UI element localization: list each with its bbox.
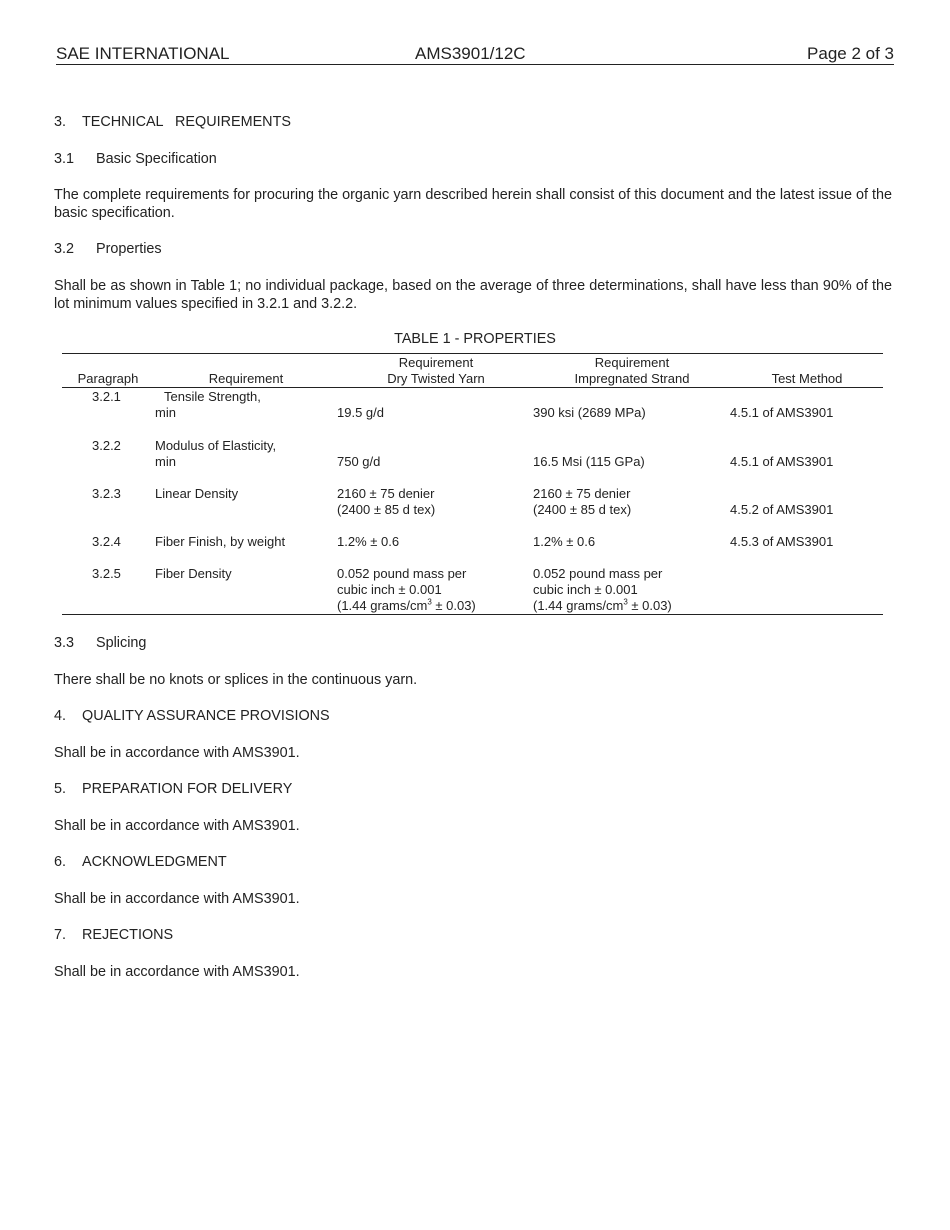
table-cell-impregnated: 16.5 Msi (115 GPa): [533, 454, 645, 469]
section-3-2-heading: 3.2 Properties: [54, 241, 162, 257]
section-3-2-body: Shall be as shown in Table 1; no individual package, based on the average of three determinations, shall have less than 90% of the lot minimum values specified in 3.2.1 and 3.2.2.: [54, 278, 892, 312]
table-cell-requirement-line2: min: [155, 405, 176, 420]
table-cell-dry: 19.5 g/d: [337, 405, 384, 420]
section-3-heading: 3. TECHNICAL REQUIREMENTS: [54, 114, 291, 130]
table-header-dry-bottom: Dry Twisted Yarn: [387, 371, 485, 386]
table-cell-impregnated: 1.2% ± 0.6: [533, 534, 596, 549]
table-cell-test-method: 4.5.3 of AMS3901: [730, 534, 834, 549]
table-header-dry-top: Requirement: [398, 355, 474, 370]
table-cell-dry-line3: (1.44 grams/$cm^3 \pm 0.03$): [337, 597, 476, 613]
table-cell-paragraph: 3.2.2: [92, 438, 121, 453]
section-6-body: Shall be in accordance with AMS3901.: [54, 891, 300, 907]
table-cell-requirement: Tensile Strength,: [164, 389, 261, 404]
table-cell-dry-line2: (2400 ± 85 d tex): [337, 502, 436, 517]
table-cell-requirement: Fiber Density: [155, 566, 232, 581]
section-4-heading: 4. QUALITY ASSURANCE PROVISIONS: [54, 708, 330, 724]
table-header-requirement: Requirement: [208, 371, 284, 386]
header-org: SAE INTERNATIONAL: [56, 44, 230, 63]
table-cell-requirement: Modulus of Elasticity,: [155, 438, 277, 453]
table-cell-paragraph: 3.2.5: [92, 566, 121, 581]
section-7-heading: 7. REJECTIONS: [54, 927, 174, 943]
section-5-body: Shall be in accordance with AMS3901.: [54, 818, 300, 834]
table-header-paragraph: Paragraph: [77, 371, 139, 386]
table-cell-impregnated: 390 ksi (2689 MPa): [533, 405, 646, 420]
table-header-imp-top: Requirement: [594, 355, 670, 370]
table-cell-dry: 2160 ± 75 denier: [337, 486, 435, 501]
table-cell-requirement-line2: min: [155, 454, 176, 469]
table-header-test-method: Test Method: [771, 371, 843, 386]
table-cell-impregnated-line2: cubic inch ± 0.001: [533, 582, 638, 597]
section-3-3-body: There shall be no knots or splices in the continuous yarn.: [54, 672, 418, 688]
table-cell-test-method: 4.5.1 of AMS3901: [730, 405, 834, 420]
header-doc-id: AMS3901/12C: [415, 44, 526, 63]
table-cell-dry: 0.052 pound mass per: [337, 566, 467, 581]
table-cell-requirement: Linear Density: [155, 486, 239, 501]
header-page-number: Page 2 of 3: [807, 44, 894, 63]
table-cell-impregnated: 0.052 pound mass per: [533, 566, 663, 581]
table-cell-dry: 750 g/d: [337, 454, 381, 469]
table-cell-paragraph: 3.2.3: [92, 486, 121, 501]
table-cell-test-method: 4.5.2 of AMS3901: [730, 502, 834, 517]
section-3-1-heading: 3.1 Basic Specification: [54, 151, 217, 167]
table-top-rule: [62, 353, 883, 354]
table-cell-test-method: 4.5.1 of AMS3901: [730, 454, 834, 469]
section-6-heading: 6. ACKNOWLEDGMENT: [54, 854, 227, 870]
section-5-heading: 5. PREPARATION FOR DELIVERY: [54, 781, 293, 797]
table-cell-dry-line2: cubic inch ± 0.001: [337, 582, 442, 597]
table-cell-paragraph: 3.2.1: [92, 389, 121, 404]
table-header-imp-bottom: Impregnated Strand: [574, 371, 690, 386]
table-title: TABLE 1 - PROPERTIES: [394, 331, 556, 347]
table-cell-requirement: Fiber Finish, by weight: [155, 534, 286, 549]
section-4-body: Shall be in accordance with AMS3901.: [54, 745, 300, 761]
table-cell-impregnated: 2160 ± 75 denier: [533, 486, 631, 501]
section-3-1-body: The complete requirements for procuring the organic yarn described herein shall consist of this document and the latest issue of the basic specification.: [54, 187, 892, 221]
table-header-rule: [62, 387, 883, 388]
table-bottom-rule: [62, 614, 883, 615]
section-7-body: Shall be in accordance with AMS3901.: [54, 964, 300, 980]
table-cell-impregnated-line3: (1.44 grams/$cm^3 \pm 0.03$): [533, 597, 672, 613]
table-cell-paragraph: 3.2.4: [92, 534, 121, 549]
table-cell-dry: 1.2% ± 0.6: [337, 534, 400, 549]
page-header: [56, 44, 894, 65]
table-cell-impregnated-line2: (2400 ± 85 d tex): [533, 502, 632, 517]
section-3-3-heading: 3.3 Splicing: [54, 635, 147, 651]
